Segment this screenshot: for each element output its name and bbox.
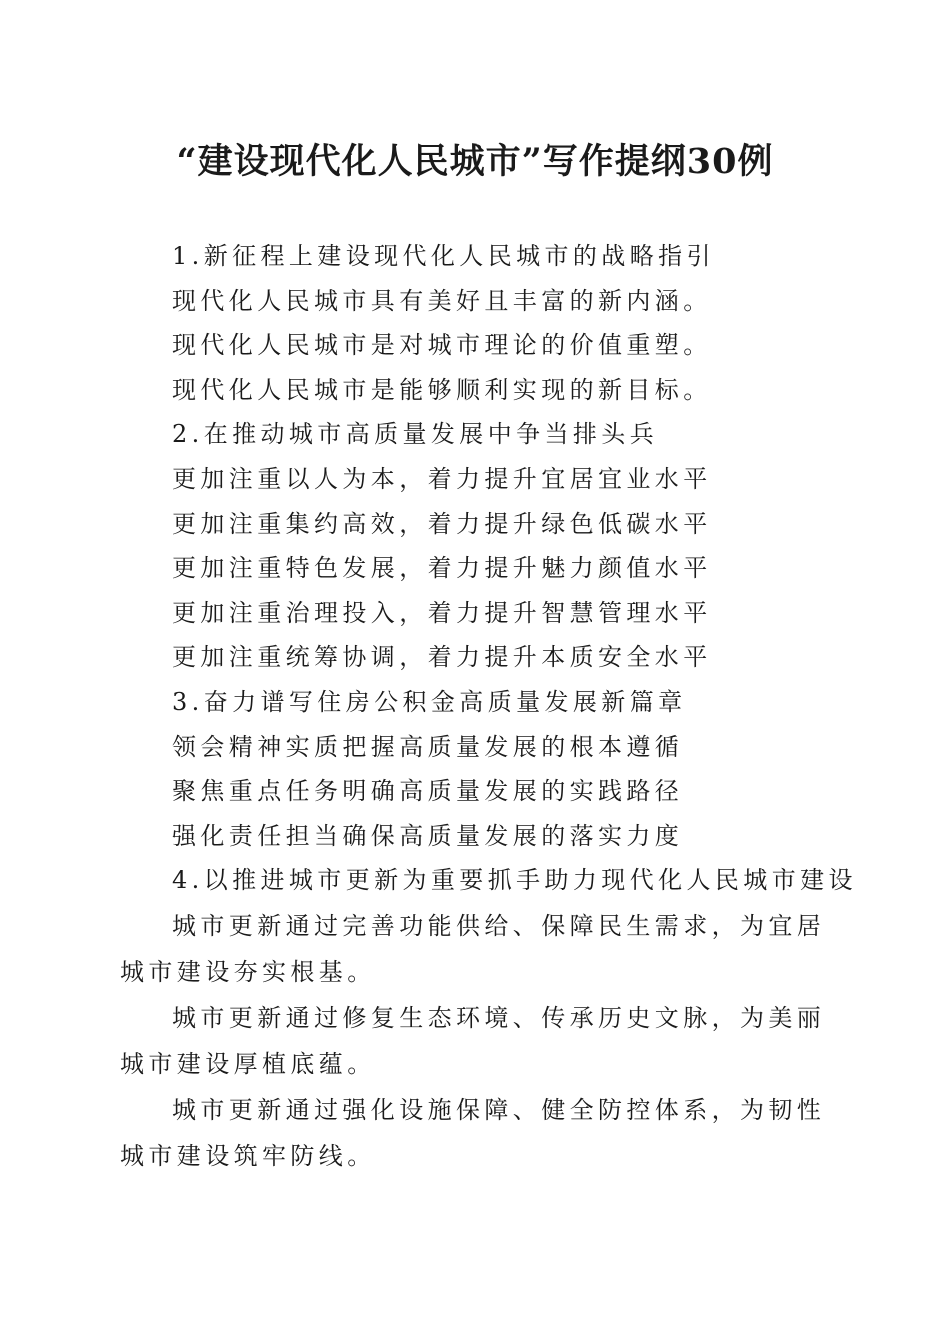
- outline-line: 强化责任担当确保高质量发展的落实力度: [172, 821, 684, 850]
- body-paragraph: 城市更新通过完善功能供给、保障民生需求，为宜居城市建设夯实根基。: [120, 911, 826, 986]
- outline-line: 3.奋力谱写住房公积金高质量发展新篇章: [172, 687, 687, 716]
- outline-line: 现代化人民城市具有美好且丰富的新内涵。: [172, 286, 712, 315]
- outline-line: 1.新征程上建设现代化人民城市的战略指引: [172, 242, 715, 270]
- outline-line: 2.在推动城市高质量发展中争当排头兵: [172, 420, 659, 449]
- outline-line: 聚焦重点任务明确高质量发展的实践路径: [172, 777, 684, 806]
- body-paragraph: 城市更新通过修复生态环境、传承历史文脉，为美丽城市建设厚植底蕴。: [120, 1003, 826, 1078]
- outline-line: 现代化人民城市是能够顺利实现的新目标。: [172, 375, 712, 404]
- outline-line: 更加注重特色发展，着力提升魅力颜值水平: [172, 554, 712, 583]
- document-body: [120, 234, 857, 1179]
- document-title: “建设现代化人民城市”写作提纲30例: [176, 141, 774, 182]
- body-paragraph: 城市更新通过强化设施保障、健全防控体系，为韧性城市建设筑牢防线。: [120, 1095, 826, 1170]
- outline-line: 领会精神实质把握高质量发展的根本遵循: [172, 732, 684, 761]
- outline-line: 更加注重以人为本，着力提升宜居宜业水平: [172, 464, 712, 493]
- outline-line: 更加注重治理投入，着力提升智慧管理水平: [172, 598, 712, 627]
- outline-line: 4.以推进城市更新为重要抓手助力现代化人民城市建设: [172, 866, 857, 895]
- outline-line: 更加注重统筹协调，着力提升本质安全水平: [172, 643, 712, 672]
- outline-line: 更加注重集约高效，着力提升绿色低碳水平: [172, 509, 712, 538]
- outline-line: 现代化人民城市是对城市理论的价值重塑。: [172, 331, 712, 360]
